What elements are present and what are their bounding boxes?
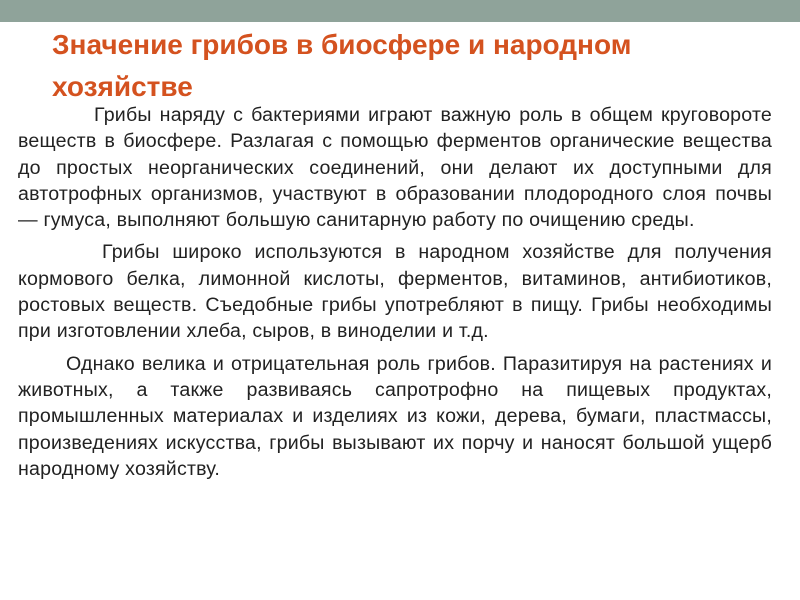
slide-title: Значение грибов в биосфере и народном хозяйстве — [52, 29, 632, 102]
paragraph-economy-use: Грибы широко используются в народном хозяйстве для получения кормового белка, лимонной кислоты, ферментов, витаминов, антибиотиков, ростовых веществ. Съедобные грибы употребляют в пищу. Грибы необходимы при изготовлении хлеба, сыров, в виноделии и т.д. — [18, 241, 772, 343]
top-accent-bar — [0, 0, 800, 22]
paragraph-negative-role: Однако велика и отрицательная роль грибов. Паразитируя на растениях и животных, а также развиваясь сапротрофно на пищевых продуктах, промышленных материалах и изделиях из кожи, дерева, бумаги, пластмассы, произведениях искусства, грибы вызывают их порчу и наносят большой ущерб народному хозяйству. — [18, 352, 772, 480]
slide-body — [18, 102, 772, 488]
paragraph-biosphere-role: Грибы наряду с бактериями играют важную роль в общем круговороте веществ в биосфере. Разлагая с помощью ферментов органические вещества до простых неорганических соединений, они делают их доступными для автотрофных организмов, участвуют в образовании плодородного слоя почвы — гумуса, выполняют большую санитарную работу по очищению среды. — [18, 104, 772, 232]
